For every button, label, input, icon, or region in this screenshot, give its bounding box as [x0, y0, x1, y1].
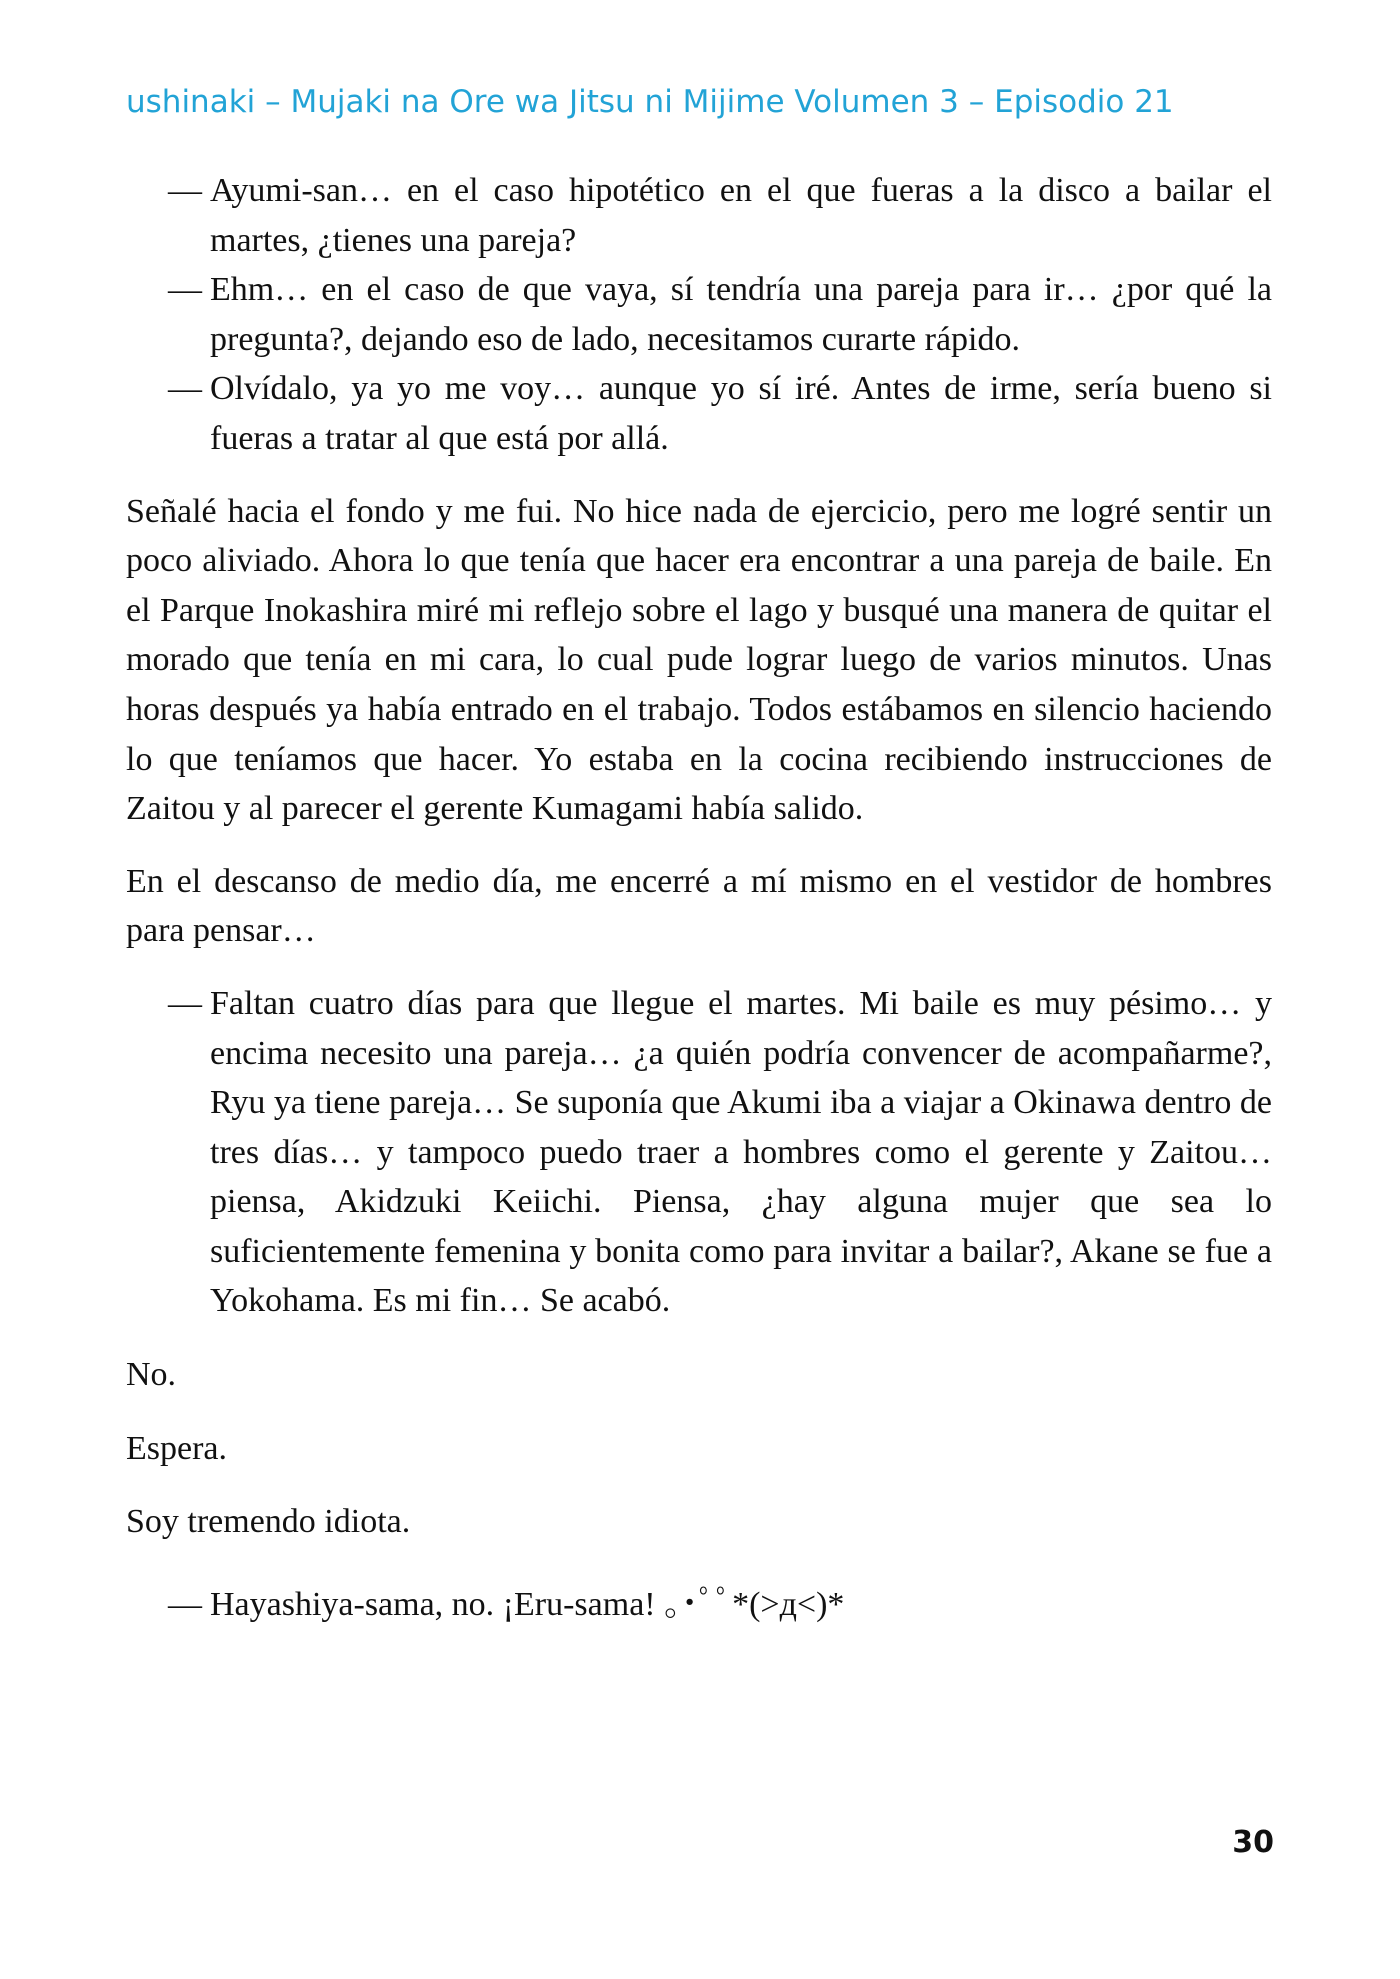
page-body [126, 166, 1272, 1629]
dialogue-dash: — [168, 172, 202, 209]
narrative-paragraph: Espera. [126, 1429, 228, 1467]
dialogue-text: Ehm… en el caso de que vaya, sí tendría una pareja para ir… ¿por qué la pregunta?, dejando eso de lado, necesitamos curarte rápido. [210, 271, 1272, 358]
dialogue-dash: — [168, 1585, 202, 1623]
dialogue-text: Hayashiya-sama, no. ¡Eru-sama! ｡･ﾟﾟ*(>д<)*ﾟﾟ･｡ [210, 1585, 951, 1623]
dialogue-line [168, 1580, 1272, 1630]
dialogue-line [168, 979, 1272, 1326]
running-header: ushinaki – Mujaki na Ore wa Jitsu ni Mijime Volumen 3 – Episodio 21 [126, 84, 1174, 120]
dialogue-text: Faltan cuatro días para que llegue el martes. Mi baile es muy pésimo… y encima necesito una pareja… ¿a quién podría convencer de acompañarme?, Ryu ya tiene pareja… Se suponía que Akumi iba a viajar a Okinawa dentro de tres días… y tampoco puedo traer a hombres como el gerente y Zaitou… piensa, Akidzuki Keiichi. Piensa, ¿hay alguna mujer que sea lo suficientemente femenina y bonita como para invitar a bailar?, Akane se fue a Yokohama. Es mi fin… Se acabó. [210, 984, 1272, 1320]
narrative-paragraph: Soy tremendo idiota. [126, 1503, 411, 1541]
dialogue-line [168, 265, 1272, 364]
dialogue-dash: — [168, 370, 202, 408]
narrative-paragraph: En el descanso de medio día, me encerré a mí mismo en el vestidor de hombres para pensar… [126, 862, 1272, 950]
narrative-paragraph: Señalé hacia el fondo y me fui. No hice nada de ejercicio, pero me logré sentir un poco aliviado. Ahora lo que tenía que hacer era encontrar a una pareja de baile. En el Parque Inokashira miré mi reflejo sobre el lago y busqué una manera de quitar el morado que tenía en mi cara, lo cual pude lograr luego de varios minutos. Unas horas después ya había entrado en el trabajo. Todos estábamos en silencio haciendo lo que teníamos que hacer. Yo estaba en la cocina recibiendo instrucciones de Zaitou y al parecer el gerente Kumagami había salido. [126, 492, 1272, 828]
dialogue-text: Ayumi-san… en el caso hipotético en el que fueras a la disco a bailar el martes, ¿tienes una pareja? [210, 172, 1272, 259]
dialogue-text: Olvídalo, ya yo me voy… aunque yo sí iré. Antes de irme, sería bueno si fueras a tratar al que está por allá. [210, 370, 1272, 457]
narrative-paragraph: No. [126, 1356, 177, 1394]
dialogue-dash: — [168, 984, 202, 1022]
page-number: 30 [1232, 1825, 1274, 1860]
dialogue-dash: — [168, 271, 202, 309]
dialogue-line [168, 364, 1272, 463]
dialogue-line [168, 166, 1272, 265]
